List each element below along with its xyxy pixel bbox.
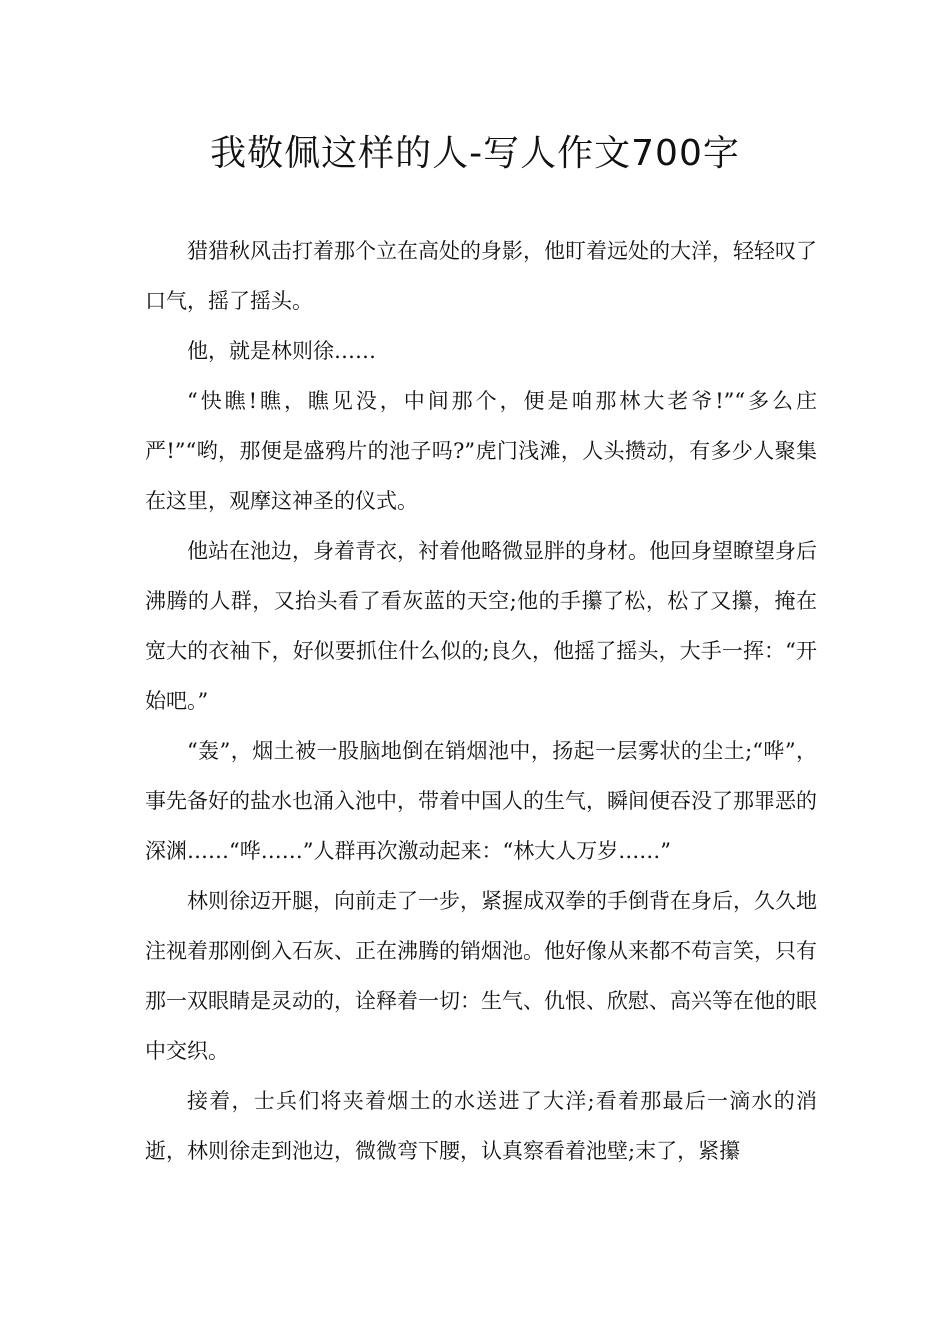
paragraph-4: 他站在池边，身着青衣，衬着他略微显胖的身材。他回身望瞭望身后沸腾的人群，又抬头看了看灰蓝的天空;他的手攥了松，松了又攥，掩在宽大的衣袖下，好似要抓住什么似的;良久，他摇了摇头，大手一挥：“开始吧。”: [145, 539, 817, 713]
paragraph-2: 他，就是林则徐……: [187, 339, 376, 363]
paragraph-3: “快瞧!瞧，瞧见没，中间那个，便是咱那林大老爷!”“多么庄严!”“哟，那便是盛鸦片的池子吗?”虎门浅滩，人头攒动，有多少人聚集在这里，观摩这神圣的仪式。: [145, 389, 817, 513]
paragraph-7: 接着，士兵们将夹着烟土的水送进了大洋;看着那最后一滴水的消逝，林则徐走到池边，微微弯下腰，认真察看着池壁;末了，紧攥: [145, 1089, 817, 1163]
paragraph-5: “轰”，烟土被一股脑地倒在销烟池中，扬起一层雾状的尘土;“哗”，事先备好的盐水也涌入池中，带着中国人的生气，瞬间便吞没了那罪恶的深渊……“哗……”人群再次激动起来：“林大人万岁……”: [145, 739, 817, 863]
document-body: [145, 226, 817, 1176]
document-title: 我敬佩这样的人-写人作文700字: [210, 133, 740, 174]
paragraph-1: 猎猎秋风击打着那个立在高处的身影，他盯着远处的大洋，轻轻叹了口气，摇了摇头。: [145, 239, 817, 313]
paragraph-6: 林则徐迈开腿，向前走了一步，紧握成双拳的手倒背在身后，久久地注视着那刚倒入石灰、正在沸腾的销烟池。他好像从来都不苟言笑，只有那一双眼睛是灵动的，诠释着一切：生气、仇恨、欣慰、高兴等在他的眼中交织。: [145, 889, 817, 1063]
